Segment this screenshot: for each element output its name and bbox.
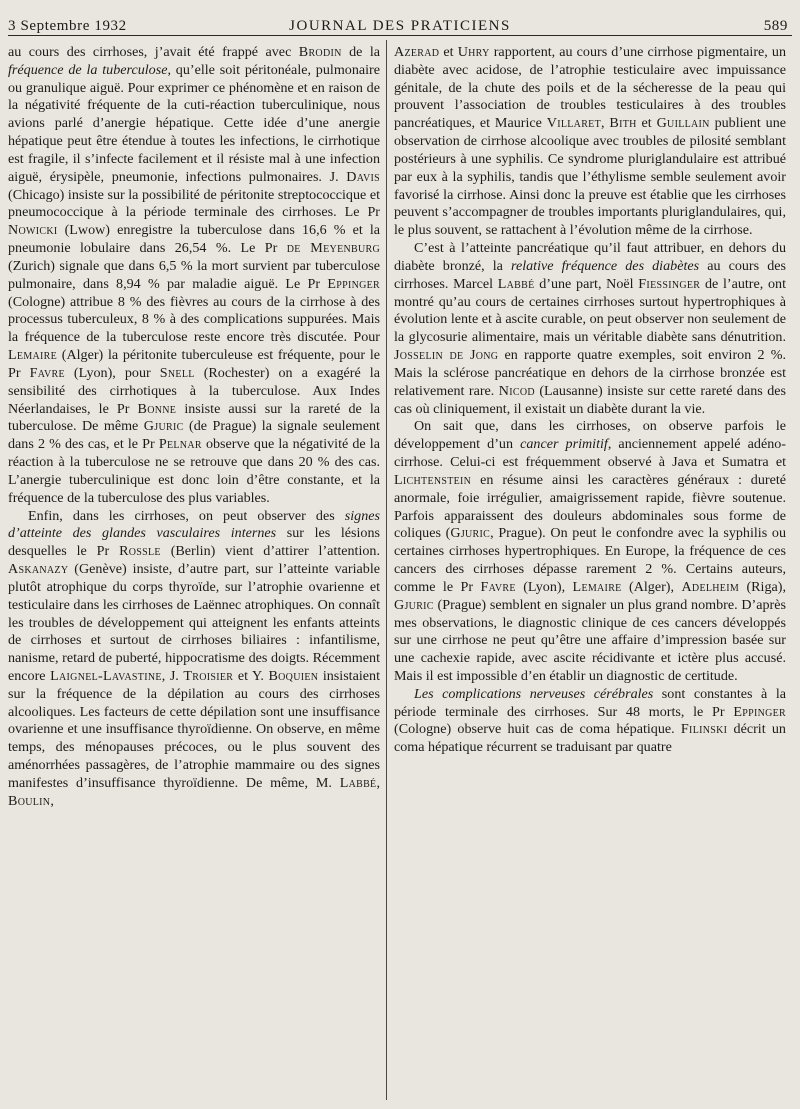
text-run: , J. xyxy=(161,667,184,684)
author-name: Adelheim xyxy=(681,578,740,595)
text-run: (Rochester) on a exagéré la sensibilité des cirrhotiques à la tuberculose. Aux Indes Néerlandaises, le Pr xyxy=(8,364,380,417)
author-name: Lichtenstein xyxy=(394,471,472,488)
text-run: , xyxy=(600,115,610,132)
text-run: sont constantes à la période terminale des cirrhoses. Sur 48 morts, le Pr xyxy=(394,685,786,720)
emphasis: Les complications nerveuses cérébrales xyxy=(414,685,654,702)
text-run: (Lyon), xyxy=(515,578,573,595)
paragraph xyxy=(394,240,786,418)
text-run: (Prague) semblent en signaler un plus grand nombre. D’après mes observations, le diagnostic clinique de ces cancers développés sur une cirrhose ne peut qu’être une affaire d’impression basée sur une cachexie rapide, avec ascite récidivante et ictère plus accusé. Mais il est impossible d’en établir un diagnostic de certitude. xyxy=(394,596,786,684)
author-name: Snell xyxy=(159,364,195,381)
text-run: au cours des cirrhoses. Marcel xyxy=(394,257,786,292)
author-name: Uhry xyxy=(457,44,490,60)
author-name: Nicod xyxy=(498,382,535,399)
text-run: On sait que, dans les cirrhoses, on observe parfois le développement d’un xyxy=(394,418,786,453)
author-name: Bith xyxy=(609,115,637,132)
text-run: (de Prague) la signale seulement dans 2 % des cas, et le Pr xyxy=(8,418,380,453)
text-run: sur les lésions desquelles le Pr xyxy=(8,525,380,560)
text-run: insistaient sur la fréquence de la dépilation au cours des cirrhoses alcooliques. Les facteurs de cette dépilation sont une insuffisance ovarienne et une insuffisance thyroïdienne. On observe, en même temps, des ménopauses précoces, ou le plus souvent des aménorrhées passagères, de l’atrophie mammaire ou des signes manifestes d’insuffisance thyroïdienne. De même, M. xyxy=(8,667,380,791)
issue-date: 3 Septembre 1932 xyxy=(8,18,127,34)
header-rule xyxy=(8,35,792,36)
author-name: Favre xyxy=(480,578,516,595)
author-name: Eppinger xyxy=(733,703,786,720)
text-run: , qu’elle soit péritonéale, pulmonaire ou granulique aiguë. Pour exprimer ce phénomène et en raison de la négativité fréquente de la cuti-réaction tuberculinique, nous avions parlé d’anergie hépatique. Cette idée d’une anergie hépatique peut être étendue à toutes les infections, le cirrhotique est fragile, il s’infecte facilement et il résiste mal à une infection aiguë, érysipèle, pneumonie, infections pulmonaires. J. xyxy=(8,61,380,185)
text-run: (Lausanne) insiste sur cette rareté dans des cas où cliniquement, il existait un diabète durant la vie. xyxy=(394,382,786,417)
author-name: Nowicki xyxy=(8,222,58,239)
paragraph xyxy=(394,686,786,757)
text-run: , Prague). On peut le confondre avec la syphilis ou certaines cirrhoses hypertrophiques. En Europe, la fréquence de ces cancers des cirrhoses dépasse rarement 2 %. Certains auteurs, comme le Pr xyxy=(394,525,786,595)
emphasis: cancer primitif xyxy=(520,436,608,453)
text-run: de la xyxy=(341,44,380,60)
author-name: de Meyenburg xyxy=(286,240,380,257)
author-name: Eppinger xyxy=(327,275,380,292)
text-run: (Alger), xyxy=(621,578,682,595)
author-name: Gjuric xyxy=(450,525,491,542)
column-divider xyxy=(386,40,387,1100)
author-name: Pelnar xyxy=(158,436,202,453)
text-run: en rapporte quatre exemples, soit environ 2 %. Mais la sclérose pancréatique en dehors de la cirrhose bronzée est relativement rare. xyxy=(394,347,786,399)
text-run: d’une part, Noël xyxy=(534,275,639,292)
text-run: (Cologne) observe huit cas de coma hépatique. xyxy=(394,721,681,738)
author-name: Guillain xyxy=(656,115,710,132)
text-run: au cours des cirrhoses, j’avait été frappé avec xyxy=(8,44,299,60)
author-name: Fiessinger xyxy=(638,275,701,292)
text-run: insiste aussi sur la rareté de la tuberculose. De même xyxy=(8,400,381,435)
author-name: Rossle xyxy=(119,543,161,560)
text-run: , xyxy=(376,774,380,791)
author-name: Bonne xyxy=(137,400,177,417)
paragraph xyxy=(8,44,380,508)
text-run: (Lyon), pour xyxy=(64,364,160,381)
text-run: de l’autre, ont montré qu’au cours de certaines cirrhoses surtout hypertrophiques à évolution lente et à ascite curable, on peut observer non seulement de la glycosurie alimentaire, mais un véritable diabète sans dénutrition. xyxy=(394,275,786,346)
text-run: C’est à l’atteinte pancréatique qu’il faut attribuer, en dehors du diabète bronzé, la xyxy=(394,240,786,274)
text-run: et Y. xyxy=(233,667,269,684)
author-name: Laignel-Lavastine xyxy=(50,667,162,684)
text-run: (Zurich) signale que dans 6,5 % la mort survient par tuberculose pulmonaire, dans 8,94 % par maladie aiguë. Le Pr xyxy=(8,257,380,292)
author-name: Lemaire xyxy=(572,578,622,595)
author-name: Brodin xyxy=(298,44,342,60)
text-run: (Chicago) insiste sur la possibilité de péritonite streptococcique et pneumococcique à la période terminale des cirrhoses. Le Pr xyxy=(8,186,380,221)
author-name: Labbé xyxy=(497,275,535,292)
text-run: rapportent, au cours d’une cirrhose pigmentaire, un diabète avec acidose, de l’atrophie testiculaire avec impuissance génitale, de la chute des poils et de la sécheresse de la peau qui prouvent l’association de troubles testiculaires à des troubles pancréatiques, et Maurice xyxy=(394,44,787,132)
author-name: Boulin xyxy=(8,792,51,809)
text-run: (Cologne) attribue 8 % des fièvres au cours de la cirrhose à des processus tuberculeux, 8 % à des complications suppurées. Mais la fréquence de la tuberculose reste encore très discutée. Pour xyxy=(8,293,380,346)
right-column xyxy=(394,44,786,757)
text-run: , xyxy=(50,792,54,809)
author-name: Troisier xyxy=(183,667,234,684)
author-name: Gjuric xyxy=(394,596,434,613)
emphasis: signes d’atteinte des glandes vasculaires internes xyxy=(8,507,380,542)
text-run: (Berlin) vient d’attirer l’attention. xyxy=(160,543,380,560)
text-run: , anciennement appelé adéno-cirrhose. Celui-ci est fréquemment observé à Java et Sumatra et xyxy=(394,436,786,471)
paragraph xyxy=(8,508,380,811)
text-run: en résume ainsi les caractères généraux : dureté anormale, foie irrégulier, amaigrissement rapide, fièvre soutenue. Parfois apparaissent des douleurs abdominales sous forme de coliques ( xyxy=(394,471,786,542)
text-run: et xyxy=(636,115,657,132)
text-run: Enfin, dans les cirrhoses, on peut observer des xyxy=(28,507,345,524)
author-name: Boquien xyxy=(268,667,319,684)
paragraph xyxy=(394,418,786,685)
text-run: (Alger) la péritonite tuberculeuse est fréquente, pour le Pr xyxy=(8,347,380,381)
author-name: Villaret xyxy=(546,115,601,132)
paragraph xyxy=(394,44,786,240)
emphasis: relative fréquence des diabètes xyxy=(511,257,700,274)
author-name: Askanazy xyxy=(8,561,69,578)
text-run: publient une observation de cirrhose alcoolique avec troubles de pilosité semblant postérieurs à une syphilis. Ce syndrome pluriglandulaire est attribué par eux à la syphilis, tandis que l’éthylisme semble seulement avoir favorisé la cirrhose. Ainsi donc la preuve est établie que les cirrhoses peuvent s’accompagner de troubles importants pluriglandulaires, qui, le plus souvent, se rattachent à l’évolution même de la cirrhose. xyxy=(394,115,786,239)
author-name: Josselin de Jong xyxy=(394,347,499,364)
text-run: (Genève) insiste, d’autre part, sur l’atteinte variable plutôt atrophique du corps thyroïde, sur l’atrophie ovarienne et testiculaire dans les cirrhoses de Laënnec atrophiques. On connaît les troubles de développement qui atteignent les enfants atteints de cirrhoses et surtout de cirrhoses biliaires : infantilisme, nanisme, retard de puberté, hippocratisme des doigts. Récemment encore xyxy=(8,561,380,684)
text-run: décrit un coma hépatique récurrent se traduisant par quatre xyxy=(394,721,786,756)
emphasis: fréquence de la tuberculose xyxy=(8,61,168,78)
page-number: 589 xyxy=(763,18,788,34)
running-header xyxy=(0,14,800,40)
author-name: Lemaire xyxy=(8,347,58,364)
author-name: Azerad xyxy=(394,44,440,60)
author-name: Favre xyxy=(29,364,65,381)
journal-title: JOURNAL DES PRATICIENS xyxy=(289,18,511,34)
text-run: et xyxy=(439,44,458,60)
author-name: Gjuric xyxy=(143,418,184,435)
author-name: Davis xyxy=(346,168,380,185)
author-name: Filinski xyxy=(680,721,728,738)
text-run: (Lwow) enregistre la tuberculose dans 16,6 % et la pneumonie lobulaire dans 26,54 %. Le Pr xyxy=(8,222,380,257)
author-name: Labbé xyxy=(339,774,377,791)
text-run: observe que la négativité de la réaction à la tuberculose ne se retrouve que dans 20 % des cas. L’anergie tuberculinique est donc loin d’être constante, et la fréquence de la tuberculose des plus variables. xyxy=(8,436,380,506)
text-run: (Riga), xyxy=(739,578,786,595)
left-column xyxy=(8,44,380,811)
